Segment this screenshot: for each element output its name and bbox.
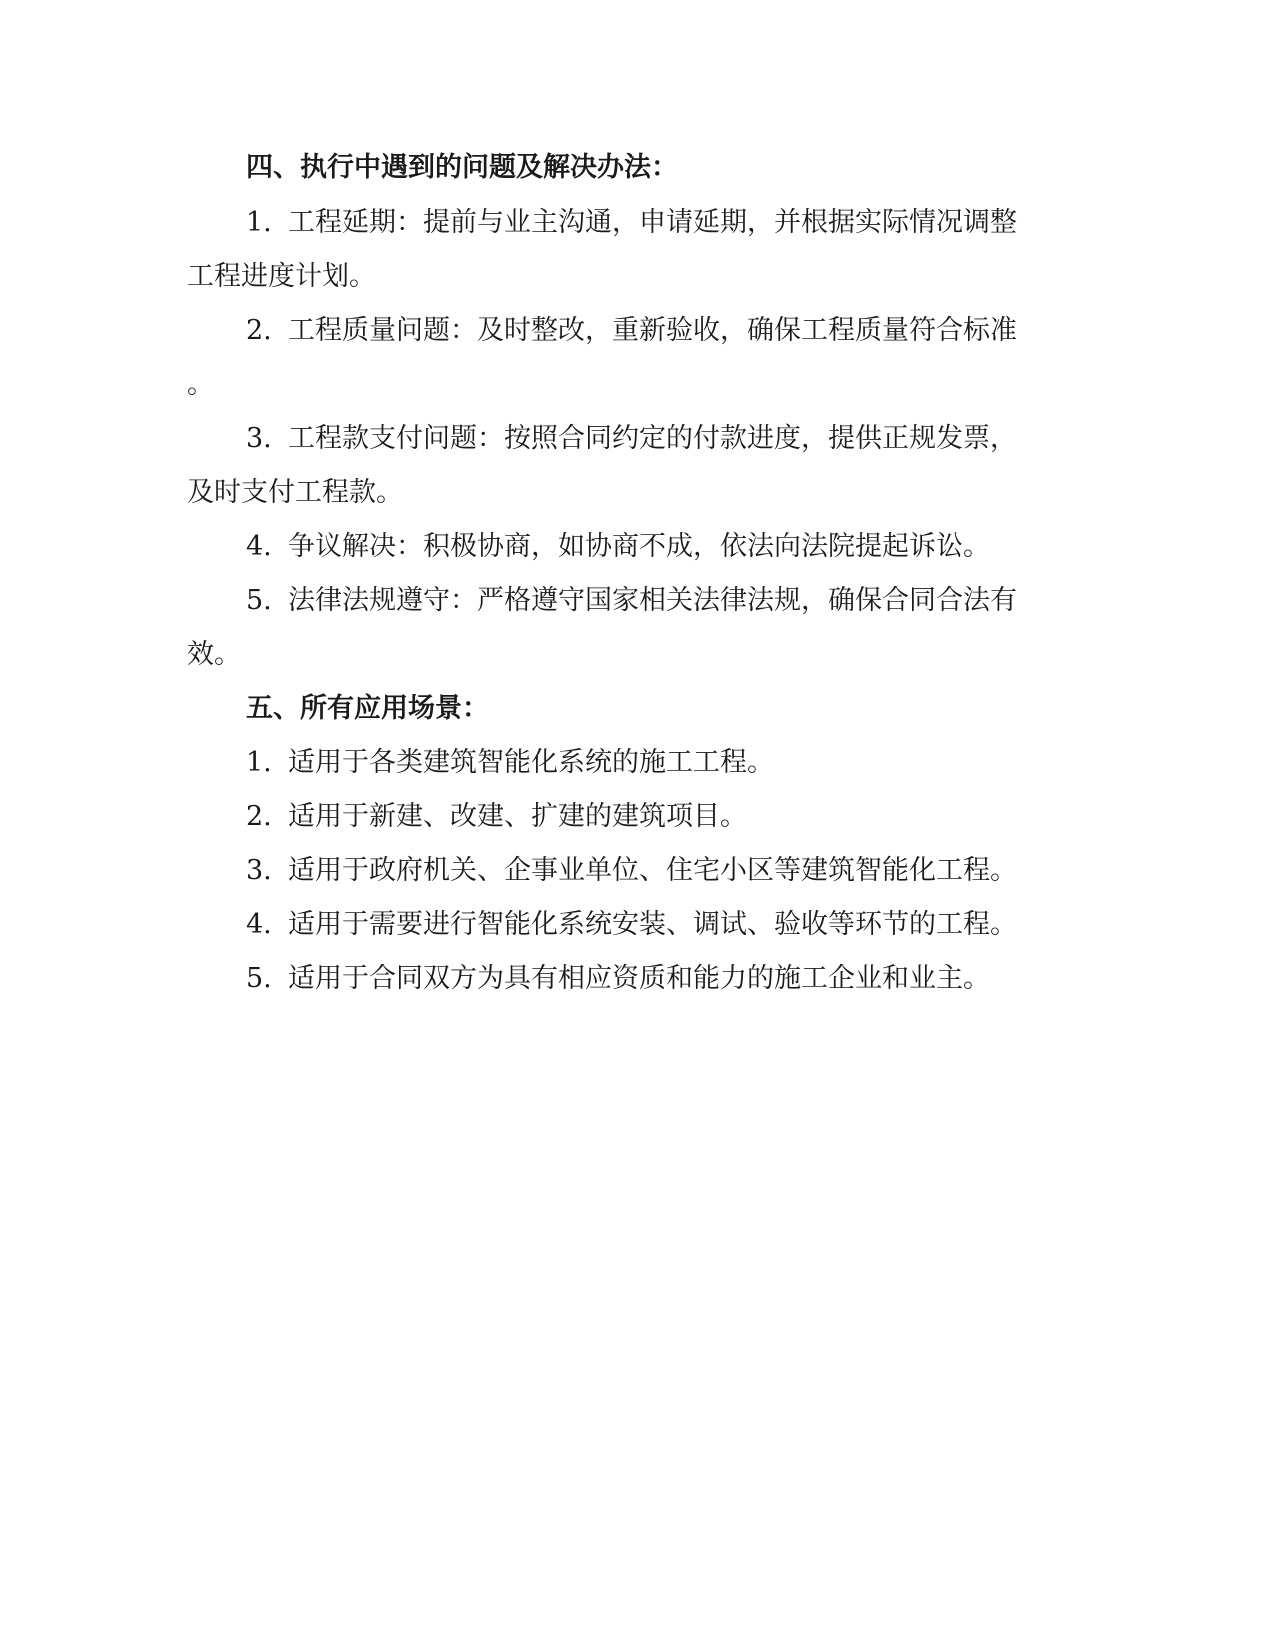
item-text: 适用于新建、改建、扩建的建筑项目。 — [288, 801, 747, 832]
list-item — [246, 797, 747, 837]
item-text: 适用于各类建筑智能化系统的施工工程。 — [288, 747, 774, 778]
list-item — [246, 743, 774, 783]
item-number: 1. — [246, 747, 272, 778]
item-number: 4. — [246, 531, 272, 562]
list-item — [246, 419, 1017, 459]
item-number: 3. — [246, 423, 272, 454]
list-item — [246, 905, 1017, 945]
item-text: 工程延期：提前与业主沟通，申请延期，并根据实际情况调整 — [288, 207, 1017, 238]
item-number: 1. — [246, 207, 272, 238]
item-continuation: 工程进度计划。 — [187, 261, 376, 292]
item-continuation: 效。 — [187, 639, 241, 670]
item-text: 适用于政府机关、企事业单位、住宅小区等建筑智能化工程。 — [288, 855, 1017, 886]
list-item — [246, 581, 1017, 621]
item-number: 2. — [246, 801, 272, 832]
section-heading: 五、所有应用场景： — [246, 693, 489, 724]
list-item — [246, 311, 1017, 351]
item-text: 工程质量问题：及时整改，重新验收，确保工程质量符合标准 — [288, 315, 1017, 346]
list-item — [246, 851, 1017, 891]
item-number: 2. — [246, 315, 272, 346]
item-number: 5. — [246, 963, 272, 994]
item-continuation: 。 — [187, 369, 214, 400]
item-number: 3. — [246, 855, 272, 886]
list-item — [246, 203, 1017, 243]
item-text: 适用于需要进行智能化系统安装、调试、验收等环节的工程。 — [288, 909, 1017, 940]
item-continuation: 及时支付工程款。 — [187, 477, 403, 508]
item-text: 争议解决：积极协商，如协商不成，依法向法院提起诉讼。 — [288, 531, 990, 562]
item-text: 工程款支付问题：按照合同约定的付款进度，提供正规发票， — [288, 423, 1017, 454]
item-number: 5. — [246, 585, 272, 616]
item-text: 适用于合同双方为具有相应资质和能力的施工企业和业主。 — [288, 963, 990, 994]
list-item — [246, 527, 990, 567]
section-heading: 四、执行中遇到的问题及解决办法： — [246, 152, 678, 183]
item-text: 法律法规遵守：严格遵守国家相关法律法规，确保合同合法有 — [288, 585, 1017, 616]
item-number: 4. — [246, 909, 272, 940]
list-item — [246, 959, 990, 999]
